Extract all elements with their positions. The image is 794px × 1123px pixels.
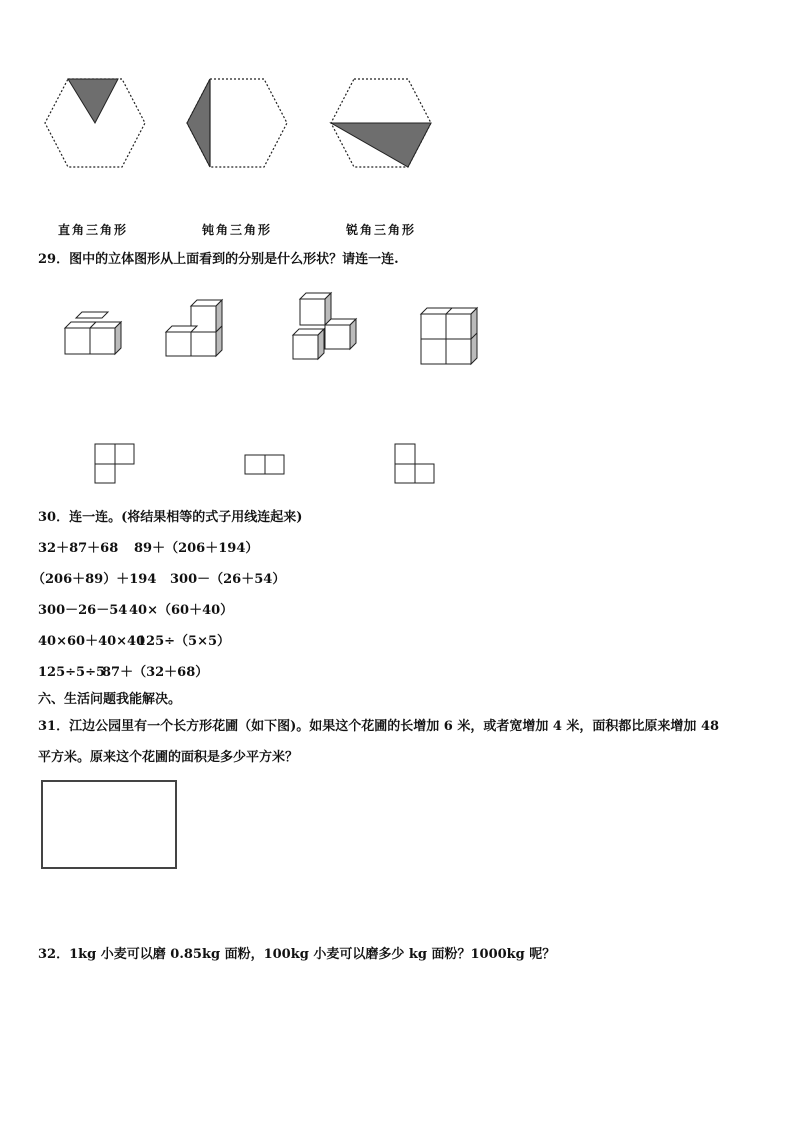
caption-right-triangle: 直角三角形 <box>58 223 129 237</box>
expr-left-1: 32＋87＋68 <box>38 541 119 556</box>
solid-figure-2 <box>163 296 233 362</box>
caption-acute-triangle: 锐角三角形 <box>346 223 417 237</box>
expr-right-5: 87＋（32＋68） <box>102 665 209 680</box>
expr-left-3: 300－26－54 <box>38 603 128 618</box>
question-31-line-2: 平方米。原来这个花圃的面积是多少平方米？ <box>38 750 299 765</box>
expr-right-3: 40×（60＋40） <box>129 603 234 618</box>
question-32: 32．1kg 小麦可以磨 0.85kg 面粉，100kg 小麦可以磨多少 kg 面粉？1000kg 呢？ <box>38 947 556 962</box>
expr-right-1: 89＋（206＋194） <box>134 541 259 556</box>
hexagon-right-triangle <box>40 76 150 171</box>
question-29: 29．图中的立体图形从上面看到的分别是什么形状？请连一连. <box>38 252 399 267</box>
solid-figure-1 <box>62 310 132 360</box>
expr-left-2: （206＋89）＋194 <box>32 572 157 587</box>
top-view-1 <box>94 443 136 485</box>
expr-left-5: 125÷5÷5 <box>38 665 106 680</box>
section-6-title: 六、生活问题我能解决。 <box>38 692 182 707</box>
question-31-line-1: 31．江边公园里有一个长方形花圃（如下图)。如果这个花圃的长增加 6 米，或者宽增加 4 米，面积都比原来增加 48 <box>38 719 720 734</box>
expr-right-4: 125÷（5×5） <box>137 634 231 649</box>
expr-left-4: 40×60＋40×40 <box>38 634 146 649</box>
solid-figure-3 <box>290 290 370 362</box>
caption-obtuse-triangle: 钝角三角形 <box>202 223 273 237</box>
top-view-3 <box>394 443 436 485</box>
expr-right-2: 300－（26＋54） <box>170 572 286 587</box>
garden-rectangle <box>40 779 180 871</box>
question-30: 30．连一连。(将结果相等的式子用线连起来) <box>38 510 303 525</box>
solid-figure-4 <box>418 302 488 368</box>
hexagon-obtuse-triangle <box>182 76 292 171</box>
top-view-2 <box>244 454 286 476</box>
hexagon-acute-triangle <box>326 76 436 171</box>
